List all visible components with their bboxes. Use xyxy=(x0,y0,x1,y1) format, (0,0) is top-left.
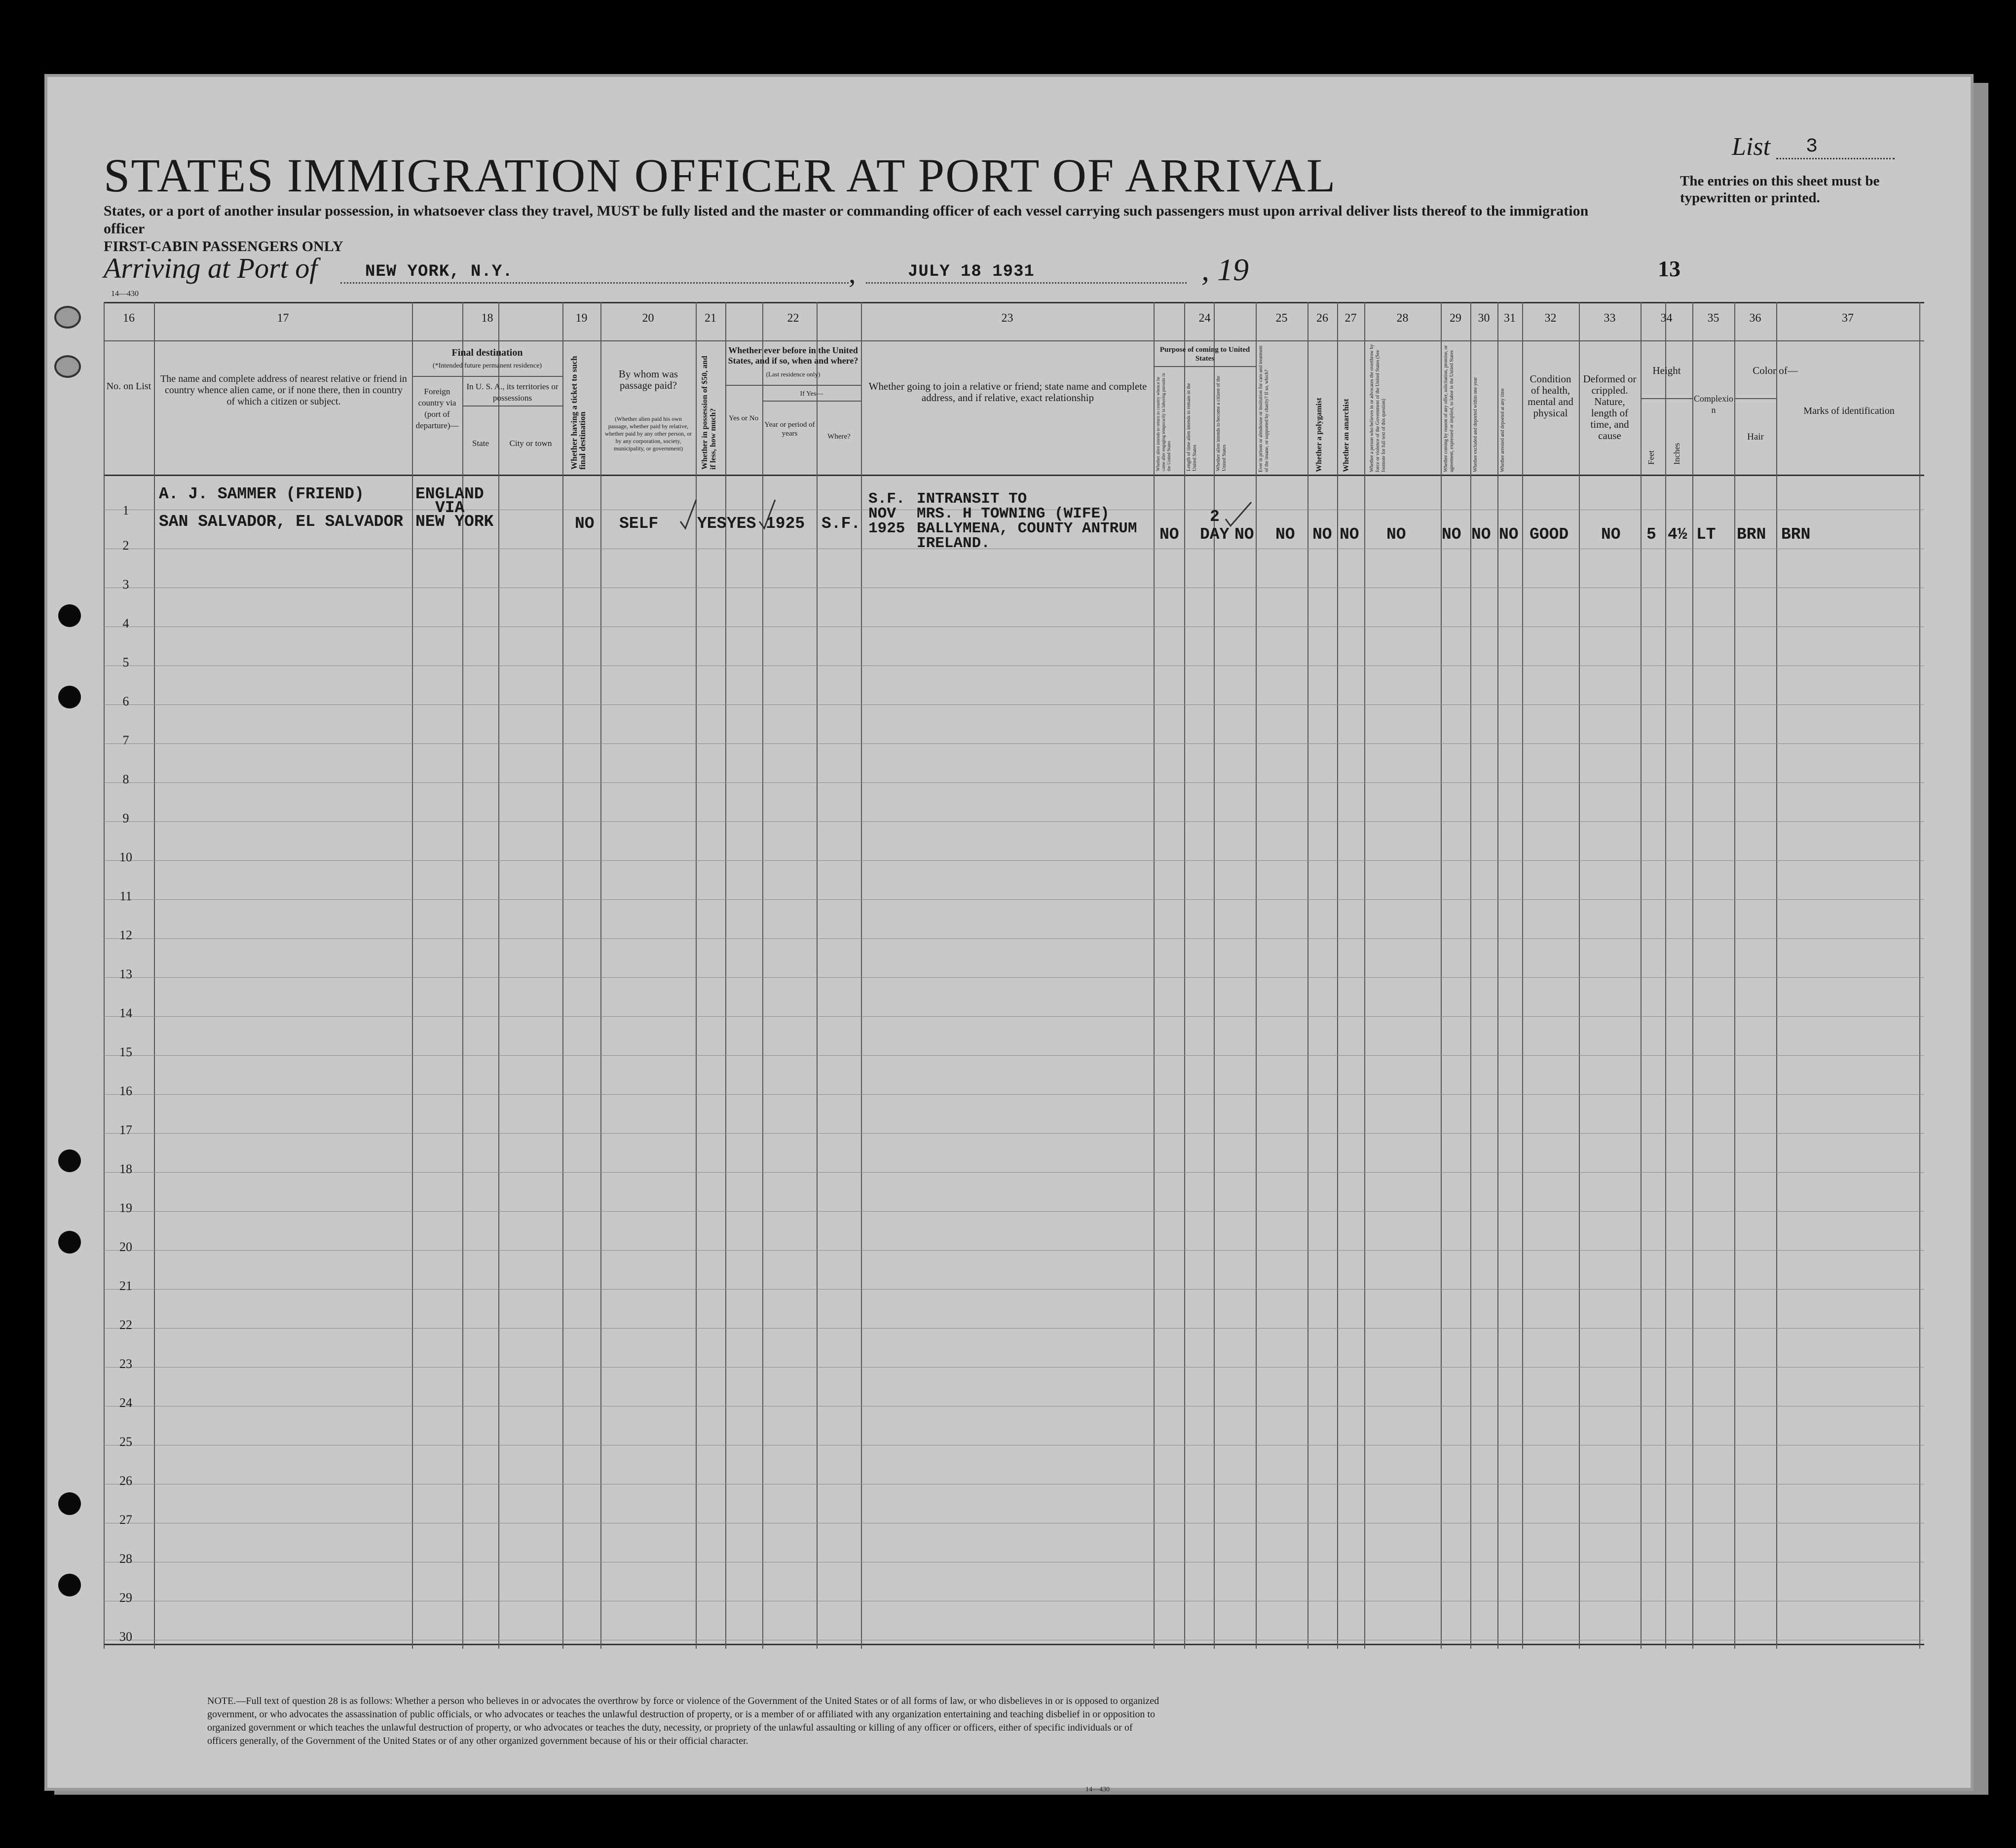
col-line xyxy=(412,302,413,1649)
row-number: 10 xyxy=(119,850,132,864)
col-line xyxy=(1154,302,1155,1649)
last-departure-month: NOV xyxy=(868,505,896,522)
page-title: STATES IMMIGRATION OFFICER AT PORT OF ARRIVAL xyxy=(104,149,1337,202)
col-line xyxy=(600,302,601,1649)
row-number: 23 xyxy=(119,1357,132,1371)
header-inches: Inches xyxy=(1672,443,1681,465)
row-line xyxy=(104,782,1924,783)
height-divider xyxy=(1641,398,1692,399)
row-number: 8 xyxy=(122,772,129,786)
col-number-31: 31 xyxy=(1504,312,1516,325)
color-divider xyxy=(1734,398,1776,399)
row-number: 1 xyxy=(122,503,129,517)
punch-hole-ring xyxy=(54,306,81,329)
row-number: 15 xyxy=(119,1045,132,1059)
joining-line-3: BALLYMENA, COUNTY ANTRUM xyxy=(917,520,1137,537)
row-number: 30 xyxy=(119,1629,132,1644)
list-label: List xyxy=(1732,133,1771,161)
comma-separator: , xyxy=(849,257,856,289)
row-number: 11 xyxy=(119,889,132,903)
punch-hole xyxy=(58,1492,81,1515)
row-line xyxy=(104,1172,1924,1173)
col-line xyxy=(498,302,499,1649)
list-dotted-line xyxy=(1776,158,1895,159)
row-number: 13 xyxy=(119,967,132,981)
dest-sub-divider xyxy=(412,376,562,377)
form-code: 14—430 xyxy=(111,290,139,298)
col-line xyxy=(1579,302,1580,1649)
joining-line-2: MRS. H TOWNING (WIFE) xyxy=(917,505,1110,522)
header-marks: Marks of identification xyxy=(1803,406,1895,416)
check-mark-icon xyxy=(757,497,777,531)
punch-hole xyxy=(58,1574,81,1596)
col-line xyxy=(817,302,818,1649)
joining-value xyxy=(917,492,1137,551)
arriving-label: Arriving at Port of xyxy=(104,252,318,284)
col-number-37: 37 xyxy=(1842,312,1854,325)
passage-paid-value: SELF xyxy=(619,515,659,533)
header-length-stay: Length of time alien intends to remain in the United States xyxy=(1186,383,1197,471)
col-number-34: 34 xyxy=(1660,312,1673,325)
feet-value: 5 xyxy=(1646,525,1656,544)
punch-hole xyxy=(58,604,81,627)
col-line xyxy=(1665,302,1666,1649)
row-number: 26 xyxy=(119,1474,132,1488)
col-number-23: 23 xyxy=(1001,312,1013,325)
header-color-of: Color of— xyxy=(1753,365,1798,376)
punch-hole xyxy=(58,686,81,708)
col-number-35: 35 xyxy=(1707,312,1719,325)
col-number-22: 22 xyxy=(787,312,799,325)
col-number-25: 25 xyxy=(1275,312,1288,325)
health-value: GOOD xyxy=(1530,525,1569,544)
header-bottom-border xyxy=(104,475,1924,476)
col-number-36: 36 xyxy=(1749,312,1761,325)
col-line xyxy=(1692,302,1693,1649)
header-purpose: Purpose of coming to United States xyxy=(1159,346,1250,363)
dest-usa-divider xyxy=(462,406,562,407)
col-number-24: 24 xyxy=(1198,312,1211,325)
row-line xyxy=(104,1250,1924,1251)
header-where: Where? xyxy=(827,433,851,441)
row-line xyxy=(104,1016,1924,1017)
row-number: 2 xyxy=(122,538,129,553)
deformed-value: NO xyxy=(1601,525,1621,544)
row-number: 20 xyxy=(119,1240,132,1254)
row-line xyxy=(104,938,1924,939)
header-state: State xyxy=(472,439,489,448)
header-prison: Ever in prison or almshouse or institution for care and treatment of the insane, or supported by charity? If so, which? xyxy=(1258,345,1269,472)
stray-mark-icon xyxy=(1791,509,1796,514)
row-number: 6 xyxy=(122,694,129,708)
header-relative-address: The name and complete address of nearest relative or friend in country whence alien came, or if none there, then in country of which a citizen or subject. xyxy=(160,373,407,407)
q28-value: NO xyxy=(1386,525,1406,544)
col-number-26: 26 xyxy=(1316,312,1328,325)
length-stay-number: 2 xyxy=(1210,508,1220,526)
citizen-value: NO xyxy=(1234,525,1254,544)
header-labor-offer: Whether coming by reason of any offer, solicitation, promise, or agreement, expressed or implied, to labor in the United States xyxy=(1443,345,1455,472)
row-number: 9 xyxy=(122,811,129,825)
header-last-residence: (Last residence only) xyxy=(766,370,821,378)
header-joining: Whether going to join a relative or friend; state name and complete address, and if relative, exact relationship xyxy=(868,380,1147,404)
col-number-27: 27 xyxy=(1344,312,1357,325)
port-dotted-line xyxy=(340,282,849,284)
relative-name: A. J. SAMMER (FRIEND) xyxy=(159,485,364,503)
col-line xyxy=(861,302,862,1649)
purpose-divider xyxy=(1154,366,1256,367)
header-q28: Whether a person who believes in or advocates the overthrow by force or violence of the Government of the United States (See footnote for full text of this question) xyxy=(1369,344,1386,472)
header-foreign-country: Foreign country via (port of departure)— xyxy=(415,387,459,430)
header-yes-or-no: Yes or No xyxy=(728,414,759,422)
fifty-dollars-value: YES xyxy=(697,515,727,533)
date-value: JULY 18 1931 xyxy=(908,262,1035,281)
col-line xyxy=(725,302,726,1649)
header-fifty-dollars: Whether in possession of $50, and if less, how much? xyxy=(701,356,717,470)
col-line xyxy=(1337,302,1338,1649)
header-final-destination-note: (*Intended future permanent residence) xyxy=(432,362,542,370)
hair-value: BRN xyxy=(1737,525,1766,544)
joining-line-1: INTRANSIT TO xyxy=(917,490,1027,508)
manifest-table xyxy=(104,302,1924,1649)
row-line xyxy=(104,977,1924,978)
footer-form-code: 14—430 xyxy=(1085,1786,1110,1793)
arrested-value: NO xyxy=(1499,525,1519,544)
col-line xyxy=(1214,302,1215,1649)
last-departure-year: 1925 xyxy=(868,520,905,537)
row-line xyxy=(104,899,1924,900)
col-number-32: 32 xyxy=(1544,312,1557,325)
header-intend-citizen: Whether alien intends to become a citizen of the United States xyxy=(1216,375,1227,471)
punch-hole xyxy=(58,1231,81,1254)
col-line xyxy=(1522,302,1523,1649)
destination-country: ENGLAND xyxy=(415,485,484,503)
header-deformed: Deformed or crippled. Nature, length of time, and cause xyxy=(1583,373,1637,442)
ticket-value: NO xyxy=(575,515,595,533)
header-health: Condition of health, mental and physical xyxy=(1528,373,1573,419)
joining-line-4: IRELAND. xyxy=(917,535,990,552)
header-before-in-us: Whether ever before in the United States, and if so, when and where? xyxy=(728,345,859,366)
table-top-border xyxy=(104,302,1924,303)
typewritten-note: The entries on this sheet must be typewritten or printed. xyxy=(1680,173,1880,206)
year-prefix-value: 19 xyxy=(1217,252,1249,287)
instructions-line: States, or a port of another insular possession, in whatsoever class they travel, MUST be fully listed and the master or commanding officer of each vessel carrying such passengers must upon arrival deliver lists thereof to the immigration officer xyxy=(104,203,1589,237)
col-line xyxy=(1256,302,1257,1649)
row-line xyxy=(104,1211,1924,1212)
col-number-17: 17 xyxy=(277,312,289,325)
row-number: 22 xyxy=(119,1318,132,1332)
row-number: 29 xyxy=(119,1590,132,1605)
relative-address: SAN SALVADOR, EL SALVADOR xyxy=(159,513,404,531)
row-number: 28 xyxy=(119,1552,132,1566)
year-value: 1925 xyxy=(766,515,805,533)
check-mark-icon xyxy=(678,497,698,531)
col-line xyxy=(1641,302,1642,1649)
class-note: FIRST-CABIN PASSENGERS ONLY xyxy=(104,238,343,255)
col-line xyxy=(154,302,155,1649)
date-dotted-line xyxy=(866,282,1187,284)
prison-value: NO xyxy=(1275,525,1295,544)
row-line xyxy=(104,821,1924,822)
header-passage-paid: By whom was passage paid? xyxy=(618,368,678,391)
purpose-return-value: NO xyxy=(1159,525,1179,544)
check-mark-icon xyxy=(1224,499,1253,529)
header-divider xyxy=(104,340,1924,341)
row-number: 7 xyxy=(122,733,129,747)
header-excluded: Whether excluded and deported within one year xyxy=(1473,377,1478,472)
col-number-20: 20 xyxy=(642,312,654,325)
col-number-19: 19 xyxy=(575,312,588,325)
before-sub-divider xyxy=(725,385,861,386)
row-number: 4 xyxy=(122,616,129,630)
row-line xyxy=(104,1367,1924,1368)
inches-value: 4½ xyxy=(1668,525,1687,544)
col-number-16: 16 xyxy=(123,312,135,325)
year-prefix: , 19 xyxy=(1201,252,1249,287)
row-line xyxy=(104,743,1924,744)
col-number-18: 18 xyxy=(481,312,493,325)
header-feet: Feet xyxy=(1646,450,1656,465)
sheet-number: 13 xyxy=(1658,256,1680,281)
excluded-value: NO xyxy=(1471,525,1491,544)
table-bottom-border xyxy=(104,1644,1924,1645)
row-line xyxy=(104,704,1924,705)
row-number: 21 xyxy=(119,1279,132,1293)
header-in-usa: In U. S. A., its territories or possessions xyxy=(466,382,559,403)
col-number-21: 21 xyxy=(705,312,716,325)
col-line xyxy=(1776,302,1777,1649)
col-line xyxy=(1441,302,1442,1649)
header-hair: Hair xyxy=(1747,432,1764,442)
anarchist-value: NO xyxy=(1340,525,1359,544)
row-number: 12 xyxy=(119,928,132,942)
polygamist-value: NO xyxy=(1312,525,1332,544)
destination-via: VIA xyxy=(435,499,465,517)
length-stay-unit: DAY xyxy=(1200,525,1230,544)
col-line xyxy=(1364,302,1365,1649)
row-line xyxy=(104,1328,1924,1329)
header-if-yes: If Yes— xyxy=(800,390,823,398)
last-departure-place: S.F. xyxy=(868,490,905,508)
last-departure-value xyxy=(868,492,905,536)
col-line xyxy=(562,302,563,1649)
row-number: 16 xyxy=(119,1084,132,1098)
col-line xyxy=(1919,302,1920,1649)
punch-hole xyxy=(58,1149,81,1172)
where-value: S.F. xyxy=(821,515,861,533)
row-line xyxy=(104,1289,1924,1290)
port-value: NEW YORK, N.Y. xyxy=(365,262,513,281)
header-passage-paid-note: (Whether alien paid his own passage, whether paid by relative, whether paid by any other person, or by any corporation, society, municipality, or government) xyxy=(604,415,692,452)
destination-port: NEW YORK xyxy=(415,513,494,531)
col-number-29: 29 xyxy=(1450,312,1461,325)
header-arrested: Whether arrested and deported at any time xyxy=(1500,388,1505,472)
row-line xyxy=(104,1055,1924,1056)
row-number: 24 xyxy=(119,1396,132,1410)
instructions-text xyxy=(104,202,1608,256)
list-number: 3 xyxy=(1806,136,1818,158)
row-number: 19 xyxy=(119,1201,132,1215)
before-in-us-value: YES xyxy=(727,515,756,533)
row-line xyxy=(104,665,1924,666)
row-number: 5 xyxy=(122,655,129,669)
header-no-on-list: No. on List xyxy=(106,381,151,392)
header-purpose-return: Whether alien intends to return to country whence he came after engaging temporarily in laboring pursuits in the United States xyxy=(1156,373,1171,471)
col-number-33: 33 xyxy=(1604,312,1616,325)
complexion-value: LT xyxy=(1696,525,1716,544)
footnote-q28: NOTE.—Full text of question 28 is as follows: Whether a person who believes in or advocates the overthrow by force or violence of the Government of the United States or of all forms of law, or who disbelieves in or is opposed to organized government, or who advocates the assassination of public officials, or who advocates or teaches the unlawful destruction of property, or is a member of or affiliated with any organization entertaining and teaching disbelief in or opposition to organized government or which teaches the unlawful destruction of property, or who advocates or teaches the duty, necessity, or propriety of the unlawful assaulting or killing of any officer or officers, either of specific individuals or of officers generally, of the Government of the United States or of any other organized government because of his or their official character. xyxy=(207,1696,1159,1746)
row-number: 25 xyxy=(119,1435,132,1449)
row-number: 27 xyxy=(119,1513,132,1527)
row-line xyxy=(104,1133,1924,1134)
row-number: 18 xyxy=(119,1162,132,1176)
row-number: 3 xyxy=(122,577,129,591)
labor-offer-value: NO xyxy=(1442,525,1461,544)
header-city-town: City or town xyxy=(509,439,552,448)
header-ticket: Whether having a ticket to such final destination xyxy=(569,356,587,470)
header-complexion: Complexion xyxy=(1694,394,1733,415)
header-height: Height xyxy=(1652,365,1681,376)
col-number-30: 30 xyxy=(1478,312,1490,325)
punch-hole-ring xyxy=(54,355,81,378)
row-number: 17 xyxy=(119,1123,132,1137)
if-yes-divider xyxy=(762,401,861,402)
header-year-period: Year or period of years xyxy=(764,421,815,438)
col-line xyxy=(1470,302,1471,1649)
row-line xyxy=(104,860,1924,861)
row-number: 14 xyxy=(119,1006,132,1020)
col-line xyxy=(1184,302,1185,1649)
col-line xyxy=(1307,302,1308,1649)
header-final-destination: Final destination xyxy=(451,347,523,358)
header-anarchist: Whether an anarchist xyxy=(1342,399,1350,472)
eyes-value: BRN xyxy=(1781,525,1811,544)
col-line xyxy=(1497,302,1498,1649)
header-polygamist: Whether a polygamist xyxy=(1315,398,1323,472)
row-line xyxy=(104,1094,1924,1095)
col-number-28: 28 xyxy=(1396,312,1409,325)
col-line xyxy=(1734,302,1735,1649)
